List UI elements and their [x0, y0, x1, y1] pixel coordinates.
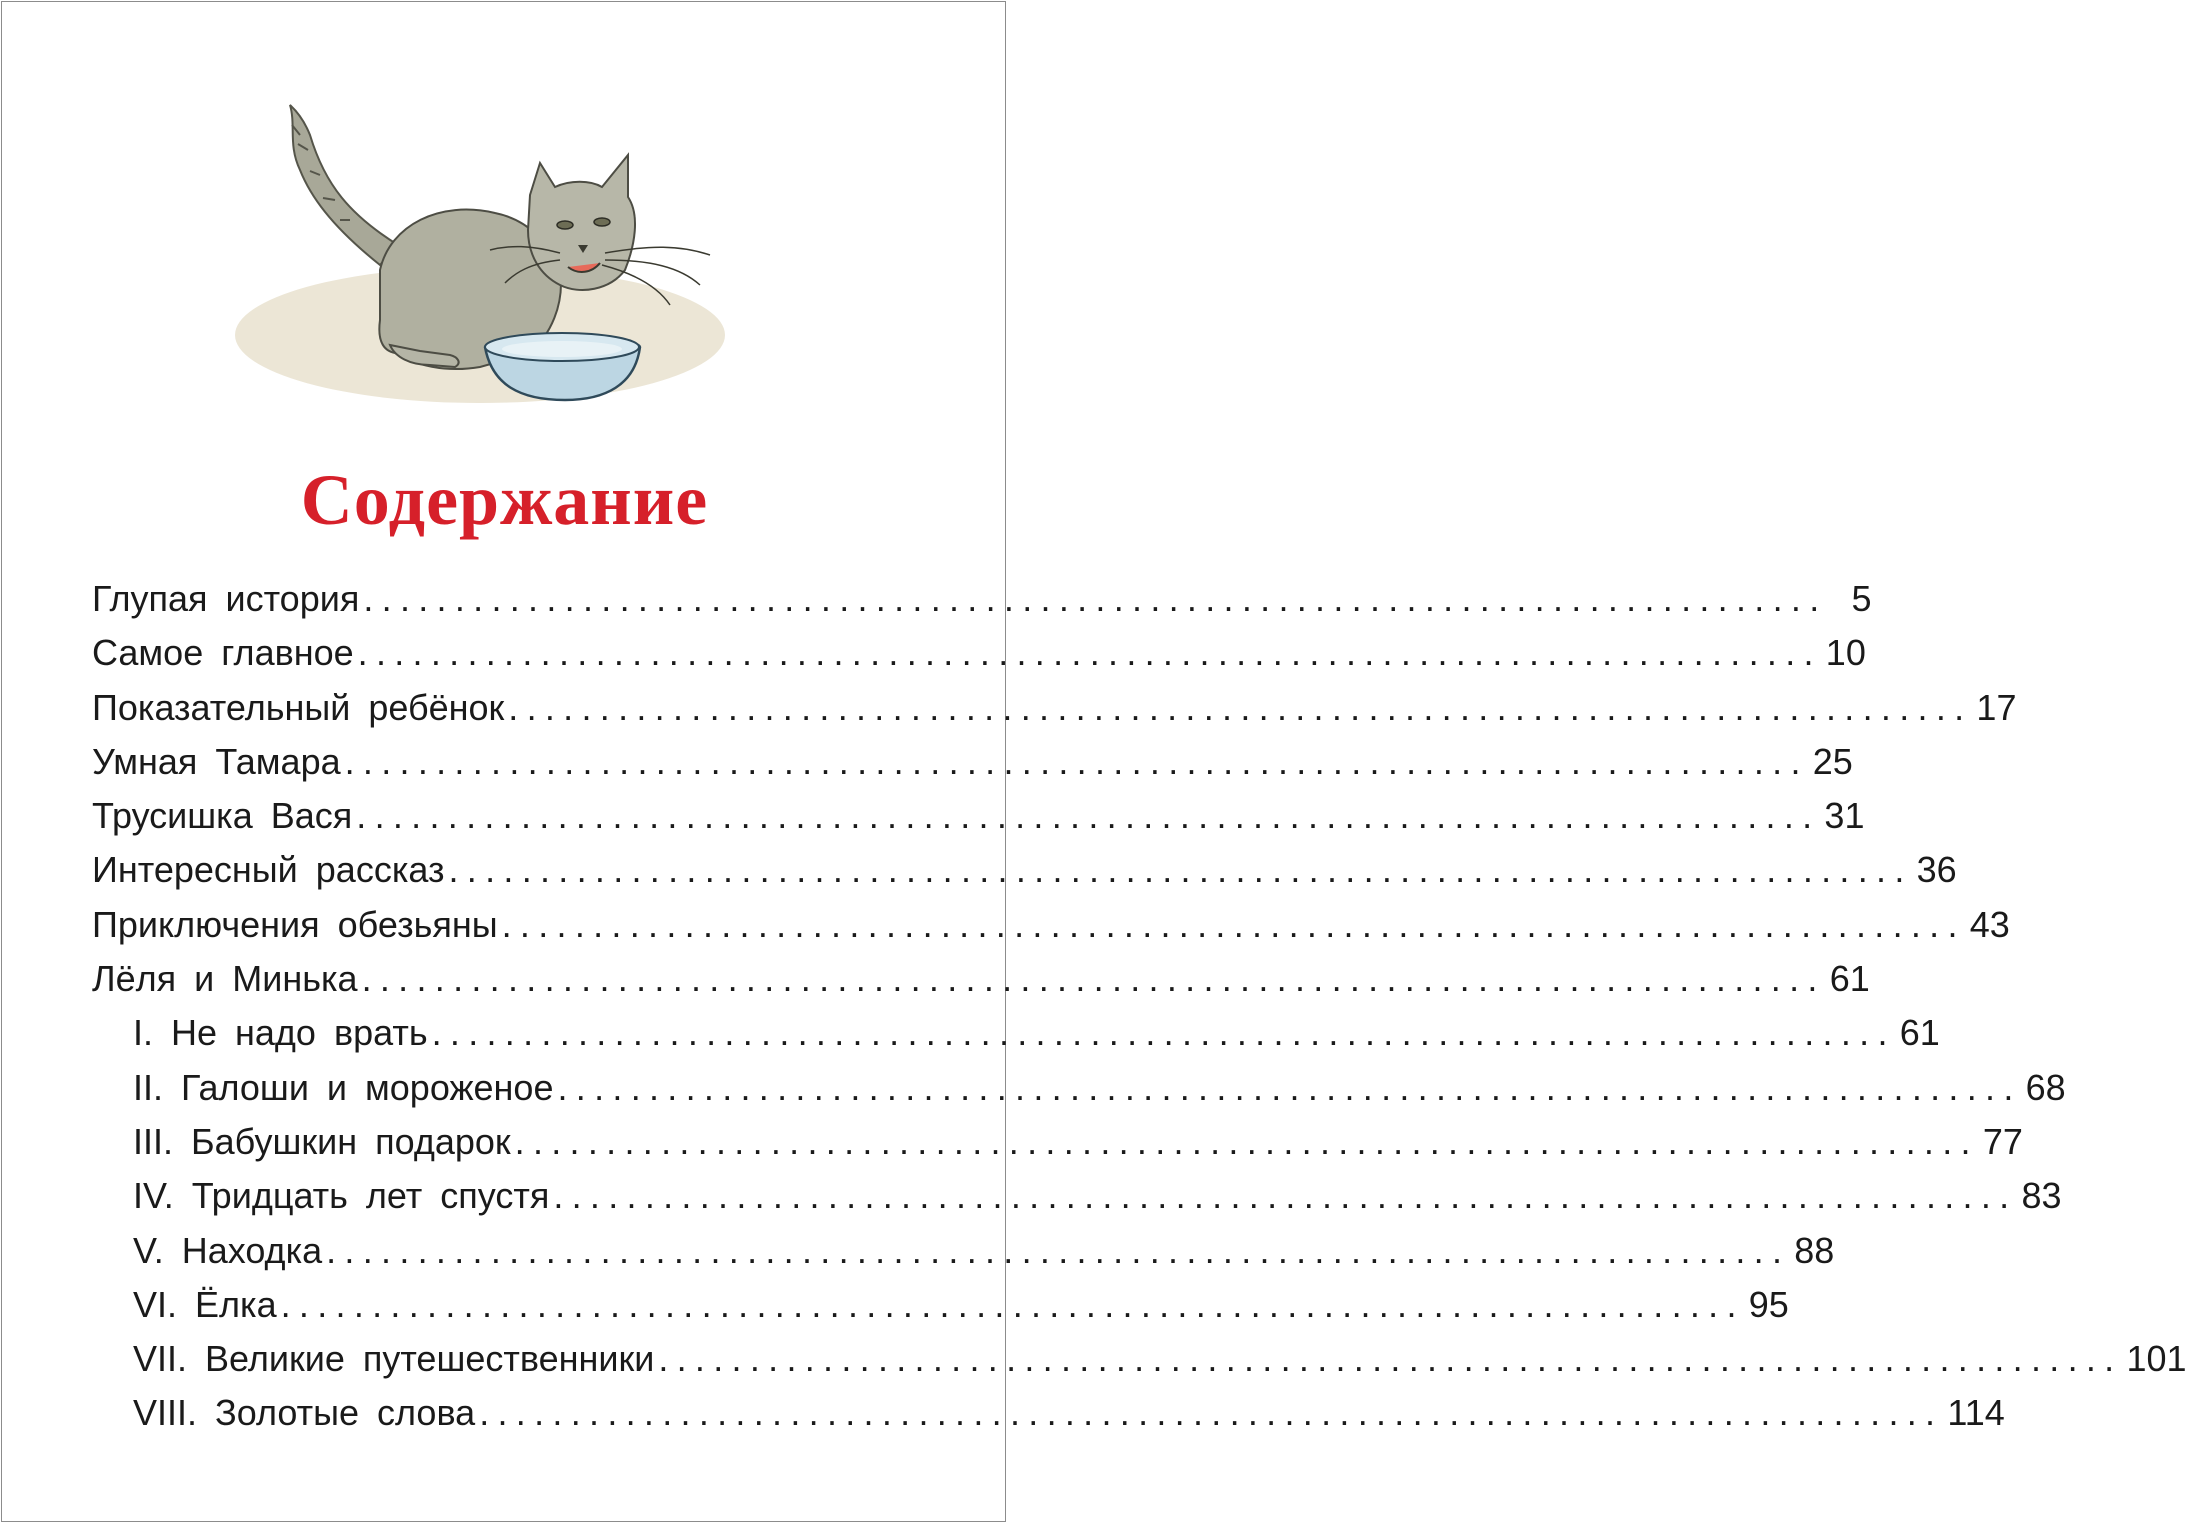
- dot-leader: ................................................................................: [514, 1120, 1979, 1162]
- cat-tail: [290, 105, 398, 265]
- toc-entry-title: VII. Великие путешественники: [133, 1338, 655, 1380]
- dot-leader: ................................................................................: [326, 1229, 1791, 1271]
- page-title: Содержание: [300, 460, 709, 540]
- toc-entry-title: Трусишка Вася: [92, 795, 353, 837]
- toc-entry-title: Глупая история: [92, 578, 360, 619]
- toc-entry-page-number: 61: [1829, 958, 1870, 1000]
- toc-entry: [92, 843, 1957, 897]
- toc-entry-title: Умная Тамара: [92, 740, 341, 782]
- toc-entry: [92, 1278, 1789, 1332]
- toc-entry: [92, 572, 1872, 626]
- toc-entry-page-number: 83: [2021, 1175, 2062, 1217]
- toc-entry-page-number: 10: [1825, 632, 1866, 674]
- dot-leader: ................................................................................: [658, 1338, 2123, 1380]
- toc-entry: [92, 626, 1866, 680]
- toc-entry: [92, 1169, 2062, 1223]
- toc-entry-title: I. Не надо врать: [133, 1012, 428, 1054]
- toc-entry: [92, 898, 2010, 952]
- dot-leader: ................................................................................: [361, 958, 1826, 1000]
- toc-entry-title: III. Бабушкин подарок: [133, 1120, 511, 1162]
- toc-entry-title: Интересный рассказ: [92, 849, 445, 891]
- toc-entry-page-number: 43: [1969, 903, 2010, 945]
- toc-entry: [92, 789, 1865, 843]
- dot-leader: ................................................................................: [356, 795, 1821, 837]
- toc-entry-page-number: 36: [1916, 849, 1957, 891]
- toc-entry-page-number: 77: [1982, 1120, 2023, 1162]
- toc-entry-page-number: 68: [2025, 1066, 2066, 1108]
- toc-entry-title: IV. Тридцать лет спустя: [133, 1175, 550, 1217]
- toc-entry: [92, 1386, 2005, 1440]
- toc-entry: [92, 681, 2017, 735]
- toc-entry: [92, 1224, 1835, 1278]
- toc-entry-page-number: 25: [1812, 740, 1853, 782]
- table-of-contents: [92, 572, 2187, 1441]
- dot-leader: ................................................................................: [357, 632, 1822, 674]
- toc-entry-title: V. Находка: [133, 1229, 323, 1271]
- toc-entry: [92, 1061, 2066, 1115]
- dot-leader: ................................................................................: [344, 740, 1809, 782]
- dot-leader: ................................................................................: [501, 903, 1966, 945]
- toc-entry-title: VIII. Золотые слова: [133, 1392, 476, 1434]
- dot-leader: ................................................................................: [431, 1012, 1896, 1054]
- toc-entry: [92, 735, 1853, 789]
- dot-leader: ................................................................................: [508, 686, 1973, 728]
- toc-entry: [92, 1006, 1940, 1060]
- toc-entry-page-number: 95: [1748, 1283, 1789, 1325]
- toc-entry: [92, 1115, 2023, 1169]
- dot-leader: ................................................................................: [553, 1175, 2018, 1217]
- dot-leader: ................................................................................: [280, 1283, 1745, 1325]
- dot-leader: ................................................................................: [479, 1392, 1944, 1434]
- toc-entry-title: Показательный ребёнок: [92, 686, 505, 728]
- dot-leader: ................................................................................: [448, 849, 1913, 891]
- toc-entry-title: Лёля и Минька: [92, 958, 358, 1000]
- toc-entry-page-number: 17: [1976, 686, 2017, 728]
- toc-entry-page-number: 31: [1824, 795, 1865, 837]
- toc-entry-title: Приключения обезьяны: [92, 903, 498, 945]
- toc-entry-page-number: 5: [1851, 578, 1872, 619]
- toc-entry-title: VI. Ёлка: [133, 1283, 277, 1325]
- dot-leader: ................................................................................: [363, 578, 1828, 619]
- toc-entry-page-number: 88: [1794, 1229, 1835, 1271]
- dot-leader: ................................................................................: [557, 1066, 2022, 1108]
- toc-entry-page-number: 61: [1899, 1012, 1940, 1054]
- cat-drinking-milk-illustration: [230, 95, 750, 425]
- toc-entry-title: II. Галоши и мороженое: [133, 1066, 554, 1108]
- toc-entry-page-number: 114: [1947, 1392, 2005, 1434]
- toc-entry-title: Самое главное: [92, 632, 354, 674]
- toc-entry: [92, 1332, 2187, 1386]
- toc-entry-page-number: 101: [2126, 1338, 2187, 1380]
- toc-entry: [92, 952, 1870, 1006]
